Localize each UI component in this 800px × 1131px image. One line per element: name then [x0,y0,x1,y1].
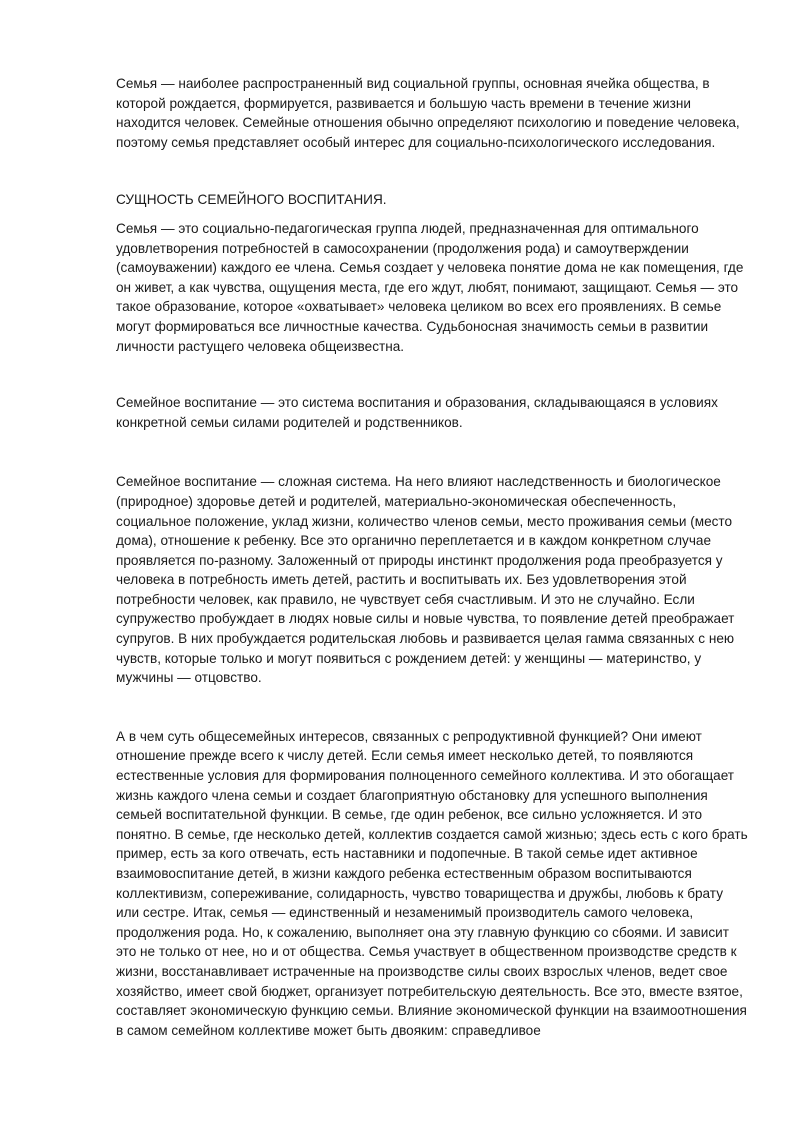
section-heading: СУЩНОСТЬ СЕМЕЙНОГО ВОСПИТАНИЯ. [116,192,387,208]
paragraph-family-upbringing-definition: Семейное воспитание — это система воспитания и образования, складывающаяся в условиях конкретной семьи силами родителей и родственников. [116,395,718,430]
paragraph-family-interests: А в чем суть общесемейных интересов, связанных с репродуктивной функцией? Они имеют отношение прежде всего к числу детей. Если семья имеет несколько детей, то появляются естественные условия для формирования полноценного семейного коллектива. И это обогащает жизнь каждого члена семьи и создает благоприятную обстановку для успешного выполнения семьей воспитательной функции. В семье, где один ребенок, все сильно усложняется. И это понятно. В семье, где несколько детей, коллектив создается самой жизнью; здесь есть с кого брать пример, есть за кого отвечать, есть наставники и подопечные. В такой семье идет активное взаимовоспитание детей, в жизни каждого ребенка естественным образом воспитываются коллективизм, сопереживание, солидарность, чувство товарищества и дружбы, любовь к брату или сестре. Итак, семья — единственный и незаменимый производитель самого человека, продолжения рода. Но, к сожалению, выполняет она эту главную функцию со сбоями. И зависит это не только от нее, но и от общества. Семья участвует в общественном производстве средств к жизни, восстанавливает истраченные на производстве силы своих взрослых членов, ведет свое хозяйство, имеет свой бюджет, организует потребительскую деятельность. Все это, вместе взятое, составляет экономическую функцию семьи. Влияние экономической функции на взаимоотношения в самом семейном коллективе может быть двояким: справедливое [116,728,748,1038]
paragraph-intro: Семья — наиболее распространенный вид социальной группы, основная ячейка общества, в которой рождается, формируется, развивается и большую часть времени в течение жизни находится человек. Семейные отношения обычно определяют психологию и поведение человека, поэтому семья представляет особый интерес для социально-психологического исследования. [116,76,740,150]
paragraph-family-definition: Семья — это социально-педагогическая группа людей, предназначенная для оптимального удовлетворения потребностей в самосохранении (продолжения рода) и самоутверждении (самоуважении) каждого ее члена. Семья создает у человека понятие дома не как помещения, где он живет, а как чувства, ощущения места, где его ждут, любят, понимают, защищают. Семья — это такое образование, которое «охватывает» человека целиком во всех его проявлениях. В семье могут формироваться все личностные качества. Судьбоносная значимость семьи в развитии личности растущего человека общеизвестна. [116,220,744,354]
document-page [116,74,748,1040]
paragraph-family-upbringing-system: Семейное воспитание — сложная система. На него влияют наследственность и биологическое (природное) здоровье детей и родителей, материально-экономическая обеспеченность, социальное положение, уклад жизни, количество членов семьи, место проживания семьи (место дома), отношение к ребенку. Все это органично переплетается и в каждом конкретном случае проявляется по-разному. Заложенный от природы инстинкт продолжения рода преобразуется у человека в потребность иметь детей, растить и воспитывать их. Без удовлетворения этой потребности человек, как правило, не чувствует себя счастливым. И это не случайно. Если супружество пробуждает в людях новые силы и новые чувства, то появление детей преображает супругов. В них пробуждается родительская любовь и развивается целая гамма связанных с нею чувств, которые только и могут появиться с рождением детей: у женщины — материнство, у мужчины — отцовство. [116,474,735,686]
